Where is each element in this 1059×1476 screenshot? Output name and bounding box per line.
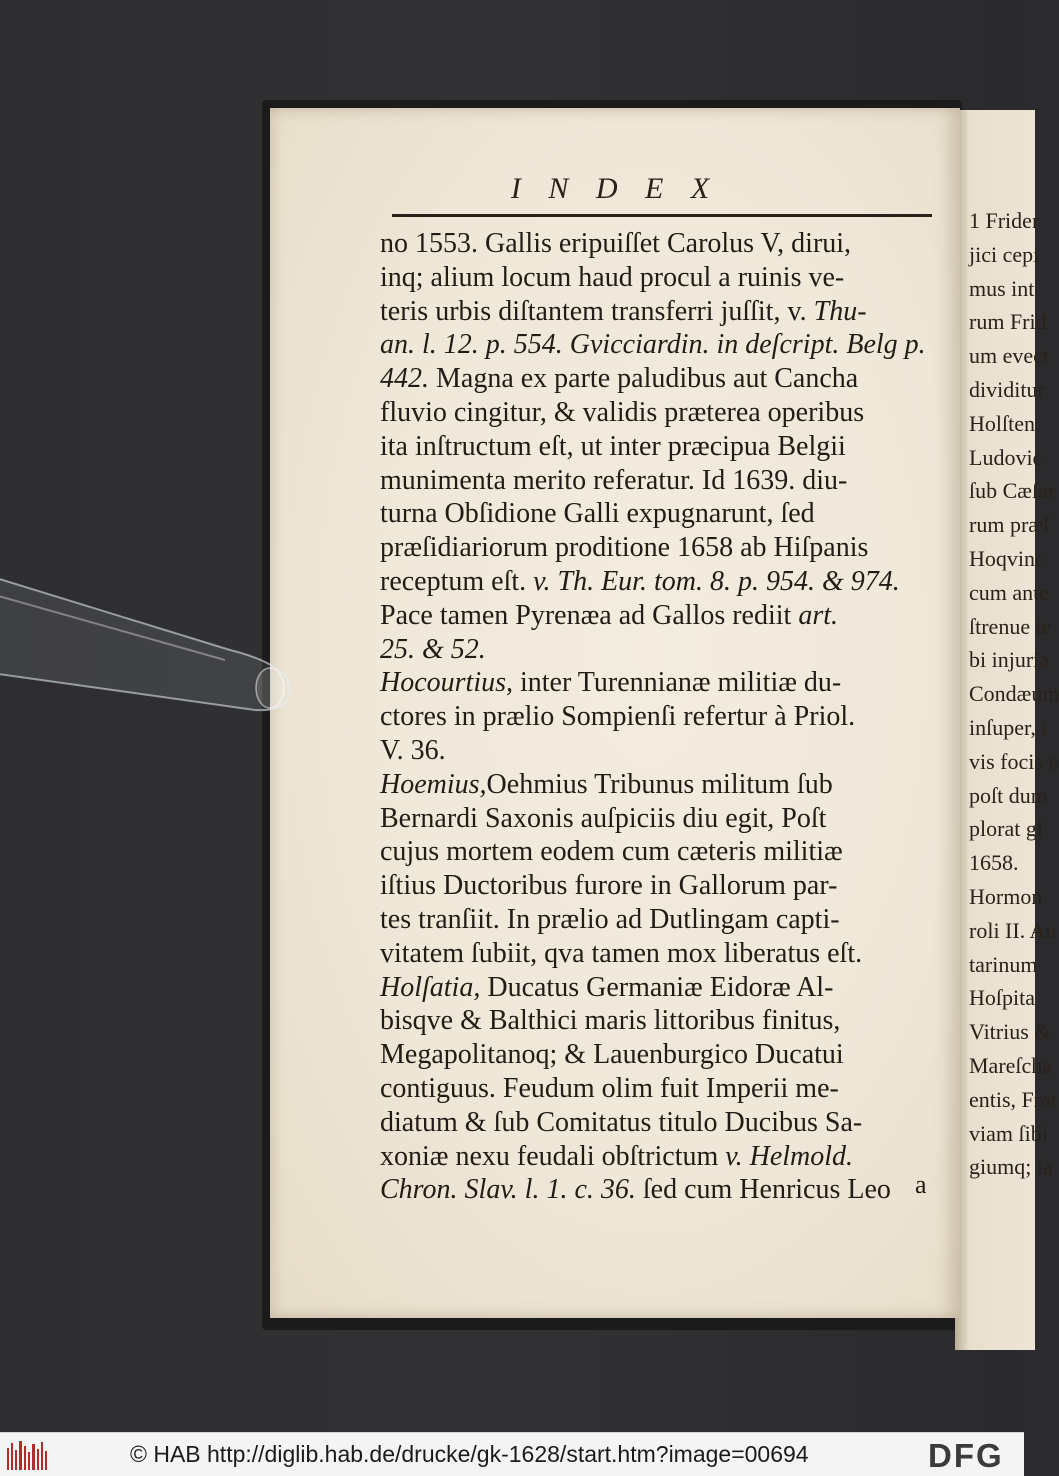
- adjacent-page: [955, 110, 1059, 1350]
- text-line: [380, 937, 932, 969]
- text-segment: Magna ex parte paludibus aut Cancha: [429, 363, 859, 395]
- text-line: [380, 365, 932, 393]
- adjacent-page-line: Holſten: [969, 410, 1035, 436]
- text-segment: cujus mortem eodem cum cæteris militiæ: [380, 836, 843, 868]
- running-head: I N D E X: [510, 172, 720, 205]
- text-line: [380, 703, 932, 731]
- adjacent-page-line: cum ante: [969, 579, 1050, 605]
- text-segment: v. Helmold.: [725, 1140, 854, 1172]
- text-line: [380, 737, 932, 765]
- text-segment: Megapolitanoq; & Lauenburgico Ducatui: [380, 1039, 844, 1071]
- adjacent-page-line: inſuper, i: [969, 715, 1048, 740]
- adjacent-page-line: plorat gl: [969, 816, 1043, 842]
- adjacent-page-line: ſub Cæſar: [969, 478, 1056, 504]
- glass-page-weight: [0, 560, 320, 720]
- adjacent-page-line: dividitur: [969, 377, 1045, 402]
- adjacent-page-line: Ludovic: [969, 444, 1043, 470]
- text-line: [380, 872, 932, 900]
- barcode-icon: [6, 1440, 48, 1470]
- text-line: [380, 906, 932, 934]
- text-line: [380, 633, 932, 665]
- text-line: [380, 1106, 932, 1138]
- adjacent-page-line: 1 Frider: [969, 208, 1040, 233]
- text-line: [380, 331, 932, 359]
- text-segment: inq; alium locum haud procul a ruinis ve-: [380, 261, 845, 293]
- text-line: [380, 1007, 932, 1035]
- text-segment: inter Turennianæ militiæ du-: [513, 667, 842, 699]
- text-segment: 25. & 52.: [380, 633, 486, 665]
- text-segment: receptum eſt.: [380, 566, 534, 597]
- adjacent-page-line: jici cepi: [969, 241, 1040, 267]
- head-rule: [392, 214, 932, 217]
- text-segment: bisqve & Balthici maris littoribus finitus,: [380, 1005, 841, 1037]
- adjacent-page-line: Mareſcha: [969, 1053, 1053, 1078]
- text-segment: Holſatia,: [380, 971, 481, 1003]
- text-line: [380, 1041, 932, 1069]
- adjacent-page-line: mus int: [969, 275, 1035, 301]
- text-segment: turna Obſidione Galli expugnarunt, ſed: [380, 498, 815, 530]
- adjacent-page-line: vis focis e: [969, 748, 1059, 774]
- text-segment: v. Th. Eur. tom. 8. p. 954. & 974.: [533, 566, 900, 597]
- text-segment: tes tranſiit. In prælio ad Dutlingam capti-: [380, 904, 840, 935]
- adjacent-page-line: giumq; ia: [969, 1154, 1053, 1180]
- text-segment: Hocourtius,: [380, 667, 513, 699]
- text-line: [380, 599, 932, 631]
- text-line: [380, 802, 932, 834]
- text-segment: Thu-: [813, 295, 867, 327]
- adjacent-page-line: entis, Frat: [969, 1086, 1057, 1112]
- text-line: [380, 1140, 932, 1172]
- book-page: [270, 108, 960, 1318]
- text-line: [380, 500, 932, 528]
- text-line: [380, 399, 932, 427]
- text-segment: diatum & ſub Comitatus titulo Ducibus Sa-: [380, 1106, 863, 1138]
- adjacent-page-line: um evect: [969, 343, 1050, 369]
- copyright-text: © HAB http://diglib.hab.de/drucke/gk-1628/start.htm?image=00694: [130, 1441, 809, 1467]
- text-segment: Oehmius Tribunus militum ſub: [486, 768, 833, 800]
- text-line: [380, 430, 932, 462]
- text-line: [380, 261, 932, 293]
- text-segment: an. l. 12. p. 554. Gvicciardin. in deſcript. Belg p.: [380, 329, 926, 361]
- adjacent-page-line: roli II. An: [969, 917, 1057, 943]
- text-segment: Hoemius,: [380, 768, 487, 800]
- text-line: [380, 295, 932, 327]
- adjacent-page-line: rum præſ: [969, 512, 1050, 538]
- text-segment: munimenta merito referatur. Id 1639. diu-: [380, 464, 848, 496]
- text-line: [380, 568, 932, 596]
- text-segment: Bernardi Saxonis auſpiciis diu egit, Poſt: [380, 802, 827, 834]
- adjacent-page-line: Vitrius &: [969, 1019, 1052, 1045]
- dfg-logo: DFG: [928, 1437, 1004, 1474]
- text-segment: Ducatus Germaniæ Eidoræ Al-: [480, 971, 834, 1003]
- text-segment: Pace tamen Pyrenæa ad Gallos rediit: [380, 599, 799, 631]
- text-segment: V. 36.: [380, 735, 446, 766]
- adjacent-page-line: rum Frid: [969, 309, 1047, 335]
- text-line: [380, 768, 932, 800]
- text-segment: vitatem ſubiit, qva tamen mox liberatus eſt.: [380, 937, 863, 969]
- text-segment: ctores in prælio Sompienſi refertur à Priol.: [380, 701, 856, 733]
- text-line: [380, 838, 932, 866]
- text-line: [380, 464, 932, 496]
- text-line: [380, 669, 932, 697]
- adjacent-page-line: poſt dum: [969, 782, 1048, 808]
- text-segment: teris urbis diſtantem transferri juſſit, v.: [380, 295, 814, 327]
- text-segment: ſed cum Henricus Leo: [635, 1174, 891, 1206]
- adjacent-page-line: Hormon: [969, 884, 1043, 909]
- text-line: [380, 1176, 932, 1204]
- adjacent-page-line: Condæum: [969, 681, 1059, 707]
- adjacent-page-line: Hoſpita: [969, 985, 1035, 1011]
- text-segment: ita inſtructum eſt, ut inter præcipua Belgii: [380, 430, 846, 462]
- text-segment: contiguus. Feudum olim fuit Imperii me-: [380, 1073, 839, 1104]
- adjacent-page-line: bi injuria: [969, 647, 1050, 673]
- text-segment: iſtius Ductoribus furore in Gallorum par-: [380, 870, 838, 902]
- footer-bar: [0, 1432, 1024, 1476]
- adjacent-page-line: Hoqvinc: [969, 546, 1045, 571]
- catchword: a: [915, 1170, 927, 1199]
- text-segment: Chron. Slav. l. 1. c. 36.: [380, 1174, 636, 1206]
- adjacent-page-line: ſtrenue te: [969, 613, 1052, 639]
- text-segment: art.: [798, 599, 839, 631]
- text-segment: fluvio cingitur, & validis præterea operibus: [380, 397, 865, 428]
- text-segment: no 1553. Gallis eripuiſſet Carolus V, dirui,: [380, 228, 852, 259]
- text-line: [380, 230, 932, 258]
- adjacent-page-line: 1658.: [969, 850, 1019, 876]
- adjacent-page-line: viam ſibi: [969, 1120, 1048, 1146]
- text-segment: 442.: [380, 363, 429, 395]
- text-segment: xoniæ nexu feudali obſtrictum: [380, 1140, 726, 1172]
- text-line: [380, 1075, 932, 1103]
- text-segment: præſidiariorum proditione 1658 ab Hiſpanis: [380, 532, 869, 564]
- adjacent-page-line: tarinum: [969, 951, 1038, 977]
- text-line: [380, 971, 932, 1003]
- text-line: [380, 534, 932, 562]
